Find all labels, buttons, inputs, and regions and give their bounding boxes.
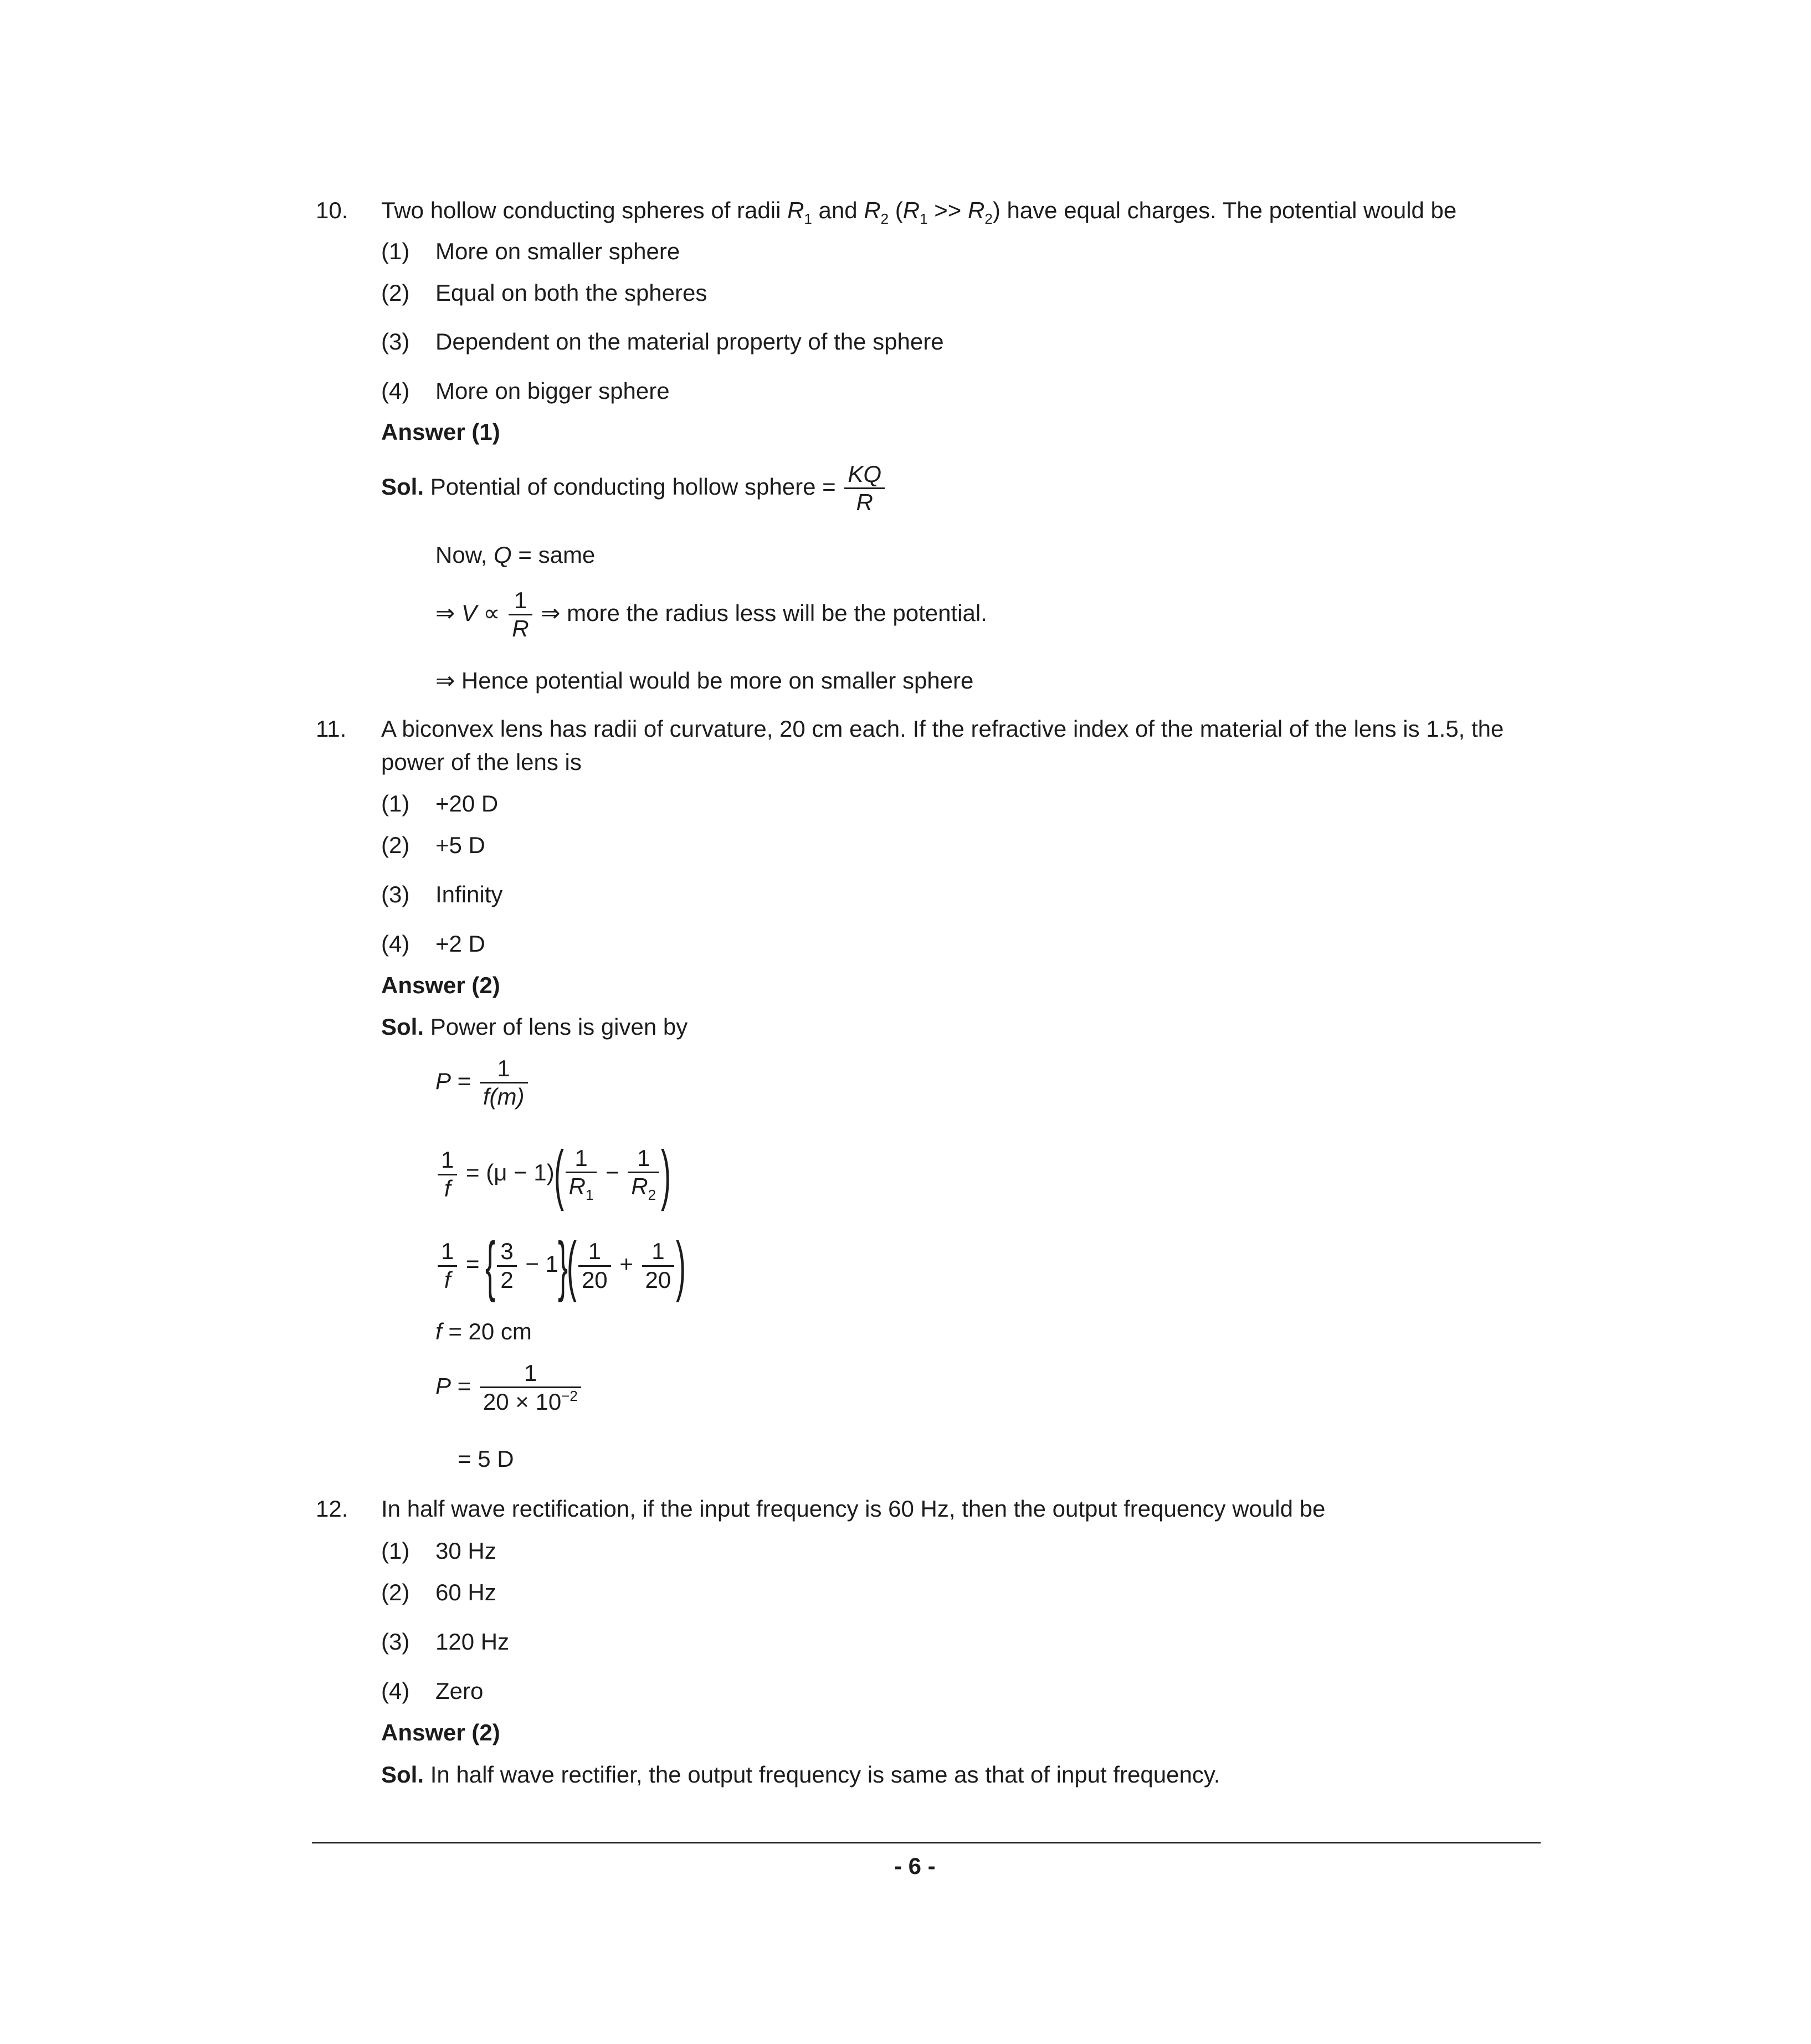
option-text: 120 Hz (435, 1629, 510, 1655)
answer-label: Answer (2) (381, 1719, 500, 1745)
solution: Sol. Power of lens is given by (381, 1014, 688, 1040)
option-text: +5 D (435, 832, 485, 858)
solution-line: Now, Q = same (435, 542, 596, 568)
question-number-12: 12. (316, 1496, 348, 1522)
sol-label: Sol. (381, 473, 424, 500)
fraction: $\frac{1}{20}$ (642, 1238, 675, 1293)
option-text: Equal on both the spheres (435, 280, 707, 306)
equation-power-value: P = $\frac{1}{20 \times 10^{-2}}$ (435, 1360, 583, 1416)
question-text-10: Two hollow conducting spheres of radii $R_1$ and $R_2$ $(R_1 >> R_2)$ have equal charges. The potential would be (381, 197, 1457, 227)
page-number: - 6 - (894, 1853, 936, 1879)
option-text: Dependent on the material property of the sphere (435, 328, 944, 355)
option-number: (1) (381, 790, 410, 816)
fraction: $\frac{1}{R_2}$ (628, 1145, 659, 1204)
solution-line: ⇒ Hence potential would be more on smaller sphere (435, 667, 974, 694)
fraction: $\frac{3}{2}$ (497, 1238, 516, 1293)
question-text-11-line2: power of the lens is (381, 749, 582, 775)
option-number: (1) (381, 238, 410, 264)
option-text: 30 Hz (435, 1538, 496, 1564)
footer-divider (312, 1842, 1541, 1843)
option-number: (3) (381, 328, 410, 355)
fraction: $\frac{1}{f}$ (438, 1147, 457, 1202)
option-number: (2) (381, 280, 410, 306)
question-text-11: A biconvex lens has radii of curvature, 20 cm each. If the refractive index of the material of the lens is 1.5, the (381, 716, 1504, 742)
option-number: (4) (381, 931, 410, 957)
equation-result: = 5 D (458, 1446, 514, 1472)
sol-label: Sol. (381, 1014, 424, 1040)
answer-label: Answer (1) (381, 419, 500, 445)
question-number-11: 11. (316, 716, 347, 742)
solution: Sol. Potential of conducting hollow sphere = $\frac{KQ}{R}$ (381, 461, 887, 516)
option-text: Infinity (435, 881, 503, 907)
option-text: More on bigger sphere (435, 378, 670, 404)
equation-substitution: $\frac{1}{f}$ = { $\frac{3}{2}$ − 1}( $\frac{1}{20}$ + $\frac{1}{20}$ ) (435, 1232, 685, 1299)
option-number: (3) (381, 1629, 410, 1655)
option-text: +2 D (435, 931, 485, 957)
option-text: More on smaller sphere (435, 238, 680, 264)
option-text: Zero (435, 1678, 484, 1704)
solution: Sol. In half wave rectifier, the output frequency is same as that of input frequency. (381, 1761, 1220, 1788)
answer-label: Answer (2) (381, 972, 500, 998)
option-number: (1) (381, 1538, 410, 1564)
fraction: $\frac{KQ}{R}$ (844, 461, 885, 516)
question-number-10: 10. (316, 197, 348, 223)
fraction: $\frac{1}{R_1}$ (566, 1145, 597, 1204)
option-number: (4) (381, 1678, 410, 1704)
fraction: $\frac{1}{20 \times 10^{-2}}$ (480, 1360, 581, 1416)
fraction: $\frac{1}{R}$ (509, 587, 532, 643)
option-number: (2) (381, 832, 410, 858)
option-text: +20 D (435, 790, 499, 816)
fraction: $\frac{1}{f(m)}$ (480, 1055, 528, 1111)
option-number: (4) (381, 378, 410, 404)
equation-lensmaker: $\frac{1}{f}$ = (μ − 1)( $\frac{1}{R_1}$ − $\frac{1}{R_2}$ ) (435, 1141, 670, 1208)
fraction: $\frac{1}{20}$ (578, 1238, 611, 1293)
option-number: (3) (381, 881, 410, 907)
solution-line: ⇒ V ∝ $\frac{1}{R}$ ⇒ more the radius less will be the potential. (435, 587, 987, 642)
fraction: $\frac{1}{f}$ (438, 1238, 457, 1293)
option-text: 60 Hz (435, 1579, 496, 1605)
sol-label: Sol. (381, 1761, 424, 1788)
equation-focal-length: f = 20 cm (435, 1318, 532, 1344)
question-text-12: In half wave rectification, if the input frequency is 60 Hz, then the output frequency would be (381, 1496, 1326, 1522)
equation-power: P = $\frac{1}{f(m)}$ (435, 1055, 530, 1111)
option-number: (2) (381, 1579, 410, 1605)
